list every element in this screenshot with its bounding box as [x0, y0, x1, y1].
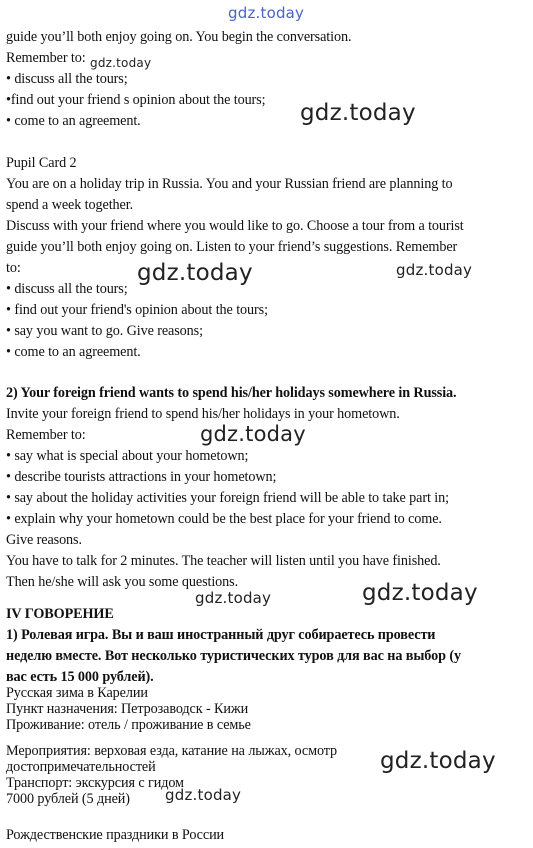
text-line: You have to talk for 2 minutes. The teacher will listen until you have finished. — [6, 553, 441, 569]
text-line: spend a week together. — [6, 197, 134, 213]
list-item: • say what is special about your hometown; — [6, 448, 249, 464]
watermark: gdz.today — [362, 580, 478, 606]
task-heading: неделю вместе. Вот несколько туристических туров для вас на выбор (у — [6, 648, 461, 664]
text-line: You are on a holiday trip in Russia. You and your Russian friend are planning to — [6, 176, 453, 192]
list-item: • explain why your hometown could be the best place for your friend to come. — [6, 511, 442, 527]
text-line: Remember to: — [6, 50, 86, 66]
text-line: Пункт назначения: Петрозаводск - Кижи — [6, 701, 249, 717]
watermark: gdz.today — [300, 100, 416, 126]
list-item: • come to an agreement. — [6, 113, 141, 129]
watermark: gdz.today — [90, 56, 152, 70]
list-item: • say you want to go. Give reasons; — [6, 323, 203, 339]
text-line: guide you’ll both enjoy going on. You begin the conversation. — [6, 29, 352, 45]
tour-title: Рождественские праздники в России — [6, 827, 225, 843]
watermark: gdz.today — [137, 260, 253, 286]
task-heading: вас есть 15 000 рублей). — [6, 669, 154, 685]
list-item: •find out your friend s opinion about the tours; — [6, 92, 266, 108]
tour-title: Русская зима в Карелии — [6, 685, 148, 701]
text-line: Invite your foreign friend to spend his/her holidays in your hometown. — [6, 406, 400, 422]
text-line: Then he/she will ask you some questions. — [6, 574, 239, 590]
watermark: gdz.today — [165, 786, 242, 804]
list-item: • come to an agreement. — [6, 344, 141, 360]
task-heading: 1) Ролевая игра. Вы и ваш иностранный друг собираетесь провести — [6, 627, 436, 643]
list-item: • discuss all the tours; — [6, 281, 128, 297]
section-heading: Pupil Card 2 — [6, 155, 77, 171]
text-line: Discuss with your friend where you would like to go. Choose a tour from a tourist — [6, 218, 464, 234]
list-item: • discuss all the tours; — [6, 71, 128, 87]
watermark: gdz.today — [228, 4, 305, 22]
list-item: • describe tourists attractions in your hometown; — [6, 469, 277, 485]
list-item: • find out your friend's opinion about the tours; — [6, 302, 268, 318]
text-line: to: — [6, 260, 21, 276]
text-line: Транспорт: экскурсия с гидом — [6, 775, 184, 791]
section-heading: IV ГОВОРЕНИЕ — [6, 606, 114, 622]
task-heading: 2) Your foreign friend wants to spend his/her holidays somewhere in Russia. — [6, 385, 457, 401]
watermark: gdz.today — [195, 589, 272, 607]
text-line: достопримечательностей — [6, 759, 156, 775]
text-line: Проживание: отель / проживание в семье — [6, 717, 251, 733]
text-line: guide you’ll both enjoy going on. Listen to your friend’s suggestions. Remember — [6, 239, 458, 255]
text-line: Give reasons. — [6, 532, 82, 548]
list-item: • say about the holiday activities your foreign friend will be able to take part in; — [6, 490, 449, 506]
watermark: gdz.today — [380, 748, 496, 774]
text-line: Remember to: — [6, 427, 86, 443]
watermark: gdz.today — [396, 261, 473, 279]
watermark: gdz.today — [200, 422, 306, 446]
text-line: Мероприятия: верховая езда, катание на лыжах, осмотр — [6, 743, 338, 759]
price-line: 7000 рублей (5 дней) — [6, 791, 130, 807]
